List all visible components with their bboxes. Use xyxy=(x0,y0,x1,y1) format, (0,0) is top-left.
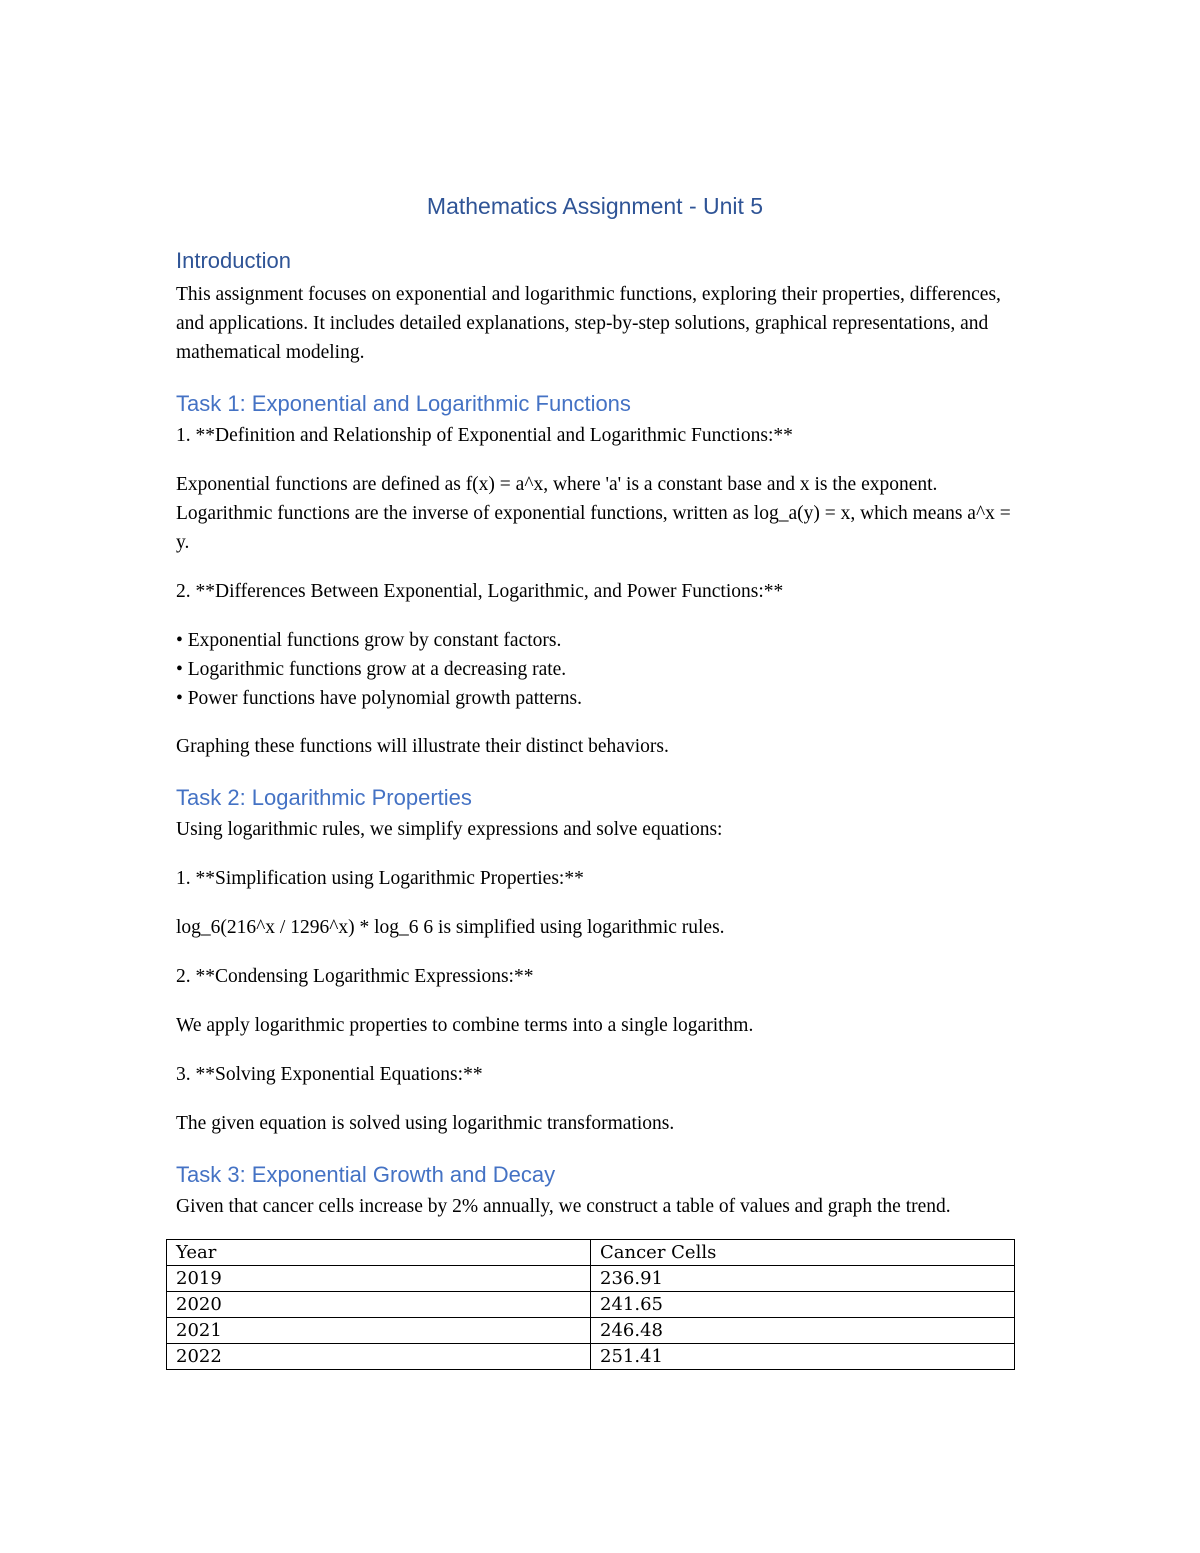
list-item: • Exponential functions grow by constant factors. xyxy=(176,630,562,651)
task2-item3-label: 3. **Solving Exponential Equations:** xyxy=(176,1064,483,1085)
introduction-body: This assignment focuses on exponential and logarithmic functions, exploring their properties, differences, and applications. It includes detailed explanations, step-by-step solutions, graphical representations, and mathematical modeling. xyxy=(176,284,1001,363)
task1-item2-label: 2. **Differences Between Exponential, Logarithmic, and Power Functions:** xyxy=(176,581,784,602)
task2-intro: Using logarithmic rules, we simplify expressions and solve equations: xyxy=(176,819,723,840)
table-row xyxy=(167,1266,1015,1292)
task3-heading: Task 3: Exponential Growth and Decay xyxy=(176,1162,556,1187)
task2-item1-body: log_6(216^x / 1296^x) * log_6 6 is simplified using logarithmic rules. xyxy=(176,917,725,938)
document-content xyxy=(176,190,1014,1370)
table-header-row xyxy=(167,1240,1015,1266)
task2-section xyxy=(176,783,1014,1138)
task1-item1-label: 1. **Definition and Relationship of Exponential and Logarithmic Functions:** xyxy=(176,425,793,446)
table-cell-year: 2022 xyxy=(167,1344,591,1370)
task2-item1-label: 1. **Simplification using Logarithmic Properties:** xyxy=(176,868,584,889)
list-item: • Logarithmic functions grow at a decreasing rate. xyxy=(176,659,567,680)
task2-item2-body: We apply logarithmic properties to combine terms into a single logarithm. xyxy=(176,1015,754,1036)
cancer-cells-table xyxy=(166,1239,1015,1370)
introduction-heading: Introduction xyxy=(176,248,291,273)
task2-item2-label: 2. **Condensing Logarithmic Expressions:** xyxy=(176,966,534,987)
document-title: Mathematics Assignment - Unit 5 xyxy=(426,193,764,219)
table-cell-cancer-cells: 246.48 xyxy=(591,1318,1015,1344)
task3-intro: Given that cancer cells increase by 2% annually, we construct a table of values and graph the trend. xyxy=(176,1196,951,1217)
table-header-year: Year xyxy=(167,1240,591,1266)
task2-heading: Task 2: Logarithmic Properties xyxy=(176,785,472,810)
table-row xyxy=(167,1344,1015,1370)
table-cell-cancer-cells: 236.91 xyxy=(591,1266,1015,1292)
table-cell-cancer-cells: 241.65 xyxy=(591,1292,1015,1318)
task3-section xyxy=(176,1160,1014,1370)
list-item: • Power functions have polynomial growth patterns. xyxy=(176,688,582,709)
task1-closing: Graphing these functions will illustrate their distinct behaviors. xyxy=(176,736,669,757)
table-cell-year: 2020 xyxy=(167,1292,591,1318)
table-cell-year: 2019 xyxy=(167,1266,591,1292)
task1-section xyxy=(176,389,1014,761)
task1-heading: Task 1: Exponential and Logarithmic Functions xyxy=(176,391,631,416)
task1-item1-body: Exponential functions are defined as f(x) = a^x, where 'a' is a constant base and x is the exponent. Logarithmic functions are the inverse of exponential functions, written as log_a(y) = x, which means a^x = y. xyxy=(176,474,1011,553)
task2-item3-body: The given equation is solved using logarithmic transformations. xyxy=(176,1113,675,1134)
introduction-section xyxy=(176,246,1014,367)
table-header-cancer-cells: Cancer Cells xyxy=(591,1240,1015,1266)
table-cell-cancer-cells: 251.41 xyxy=(591,1344,1015,1370)
table-cell-year: 2021 xyxy=(167,1318,591,1344)
task1-bullet-list xyxy=(176,626,1014,713)
table-row xyxy=(167,1292,1015,1318)
table-row xyxy=(167,1318,1015,1344)
